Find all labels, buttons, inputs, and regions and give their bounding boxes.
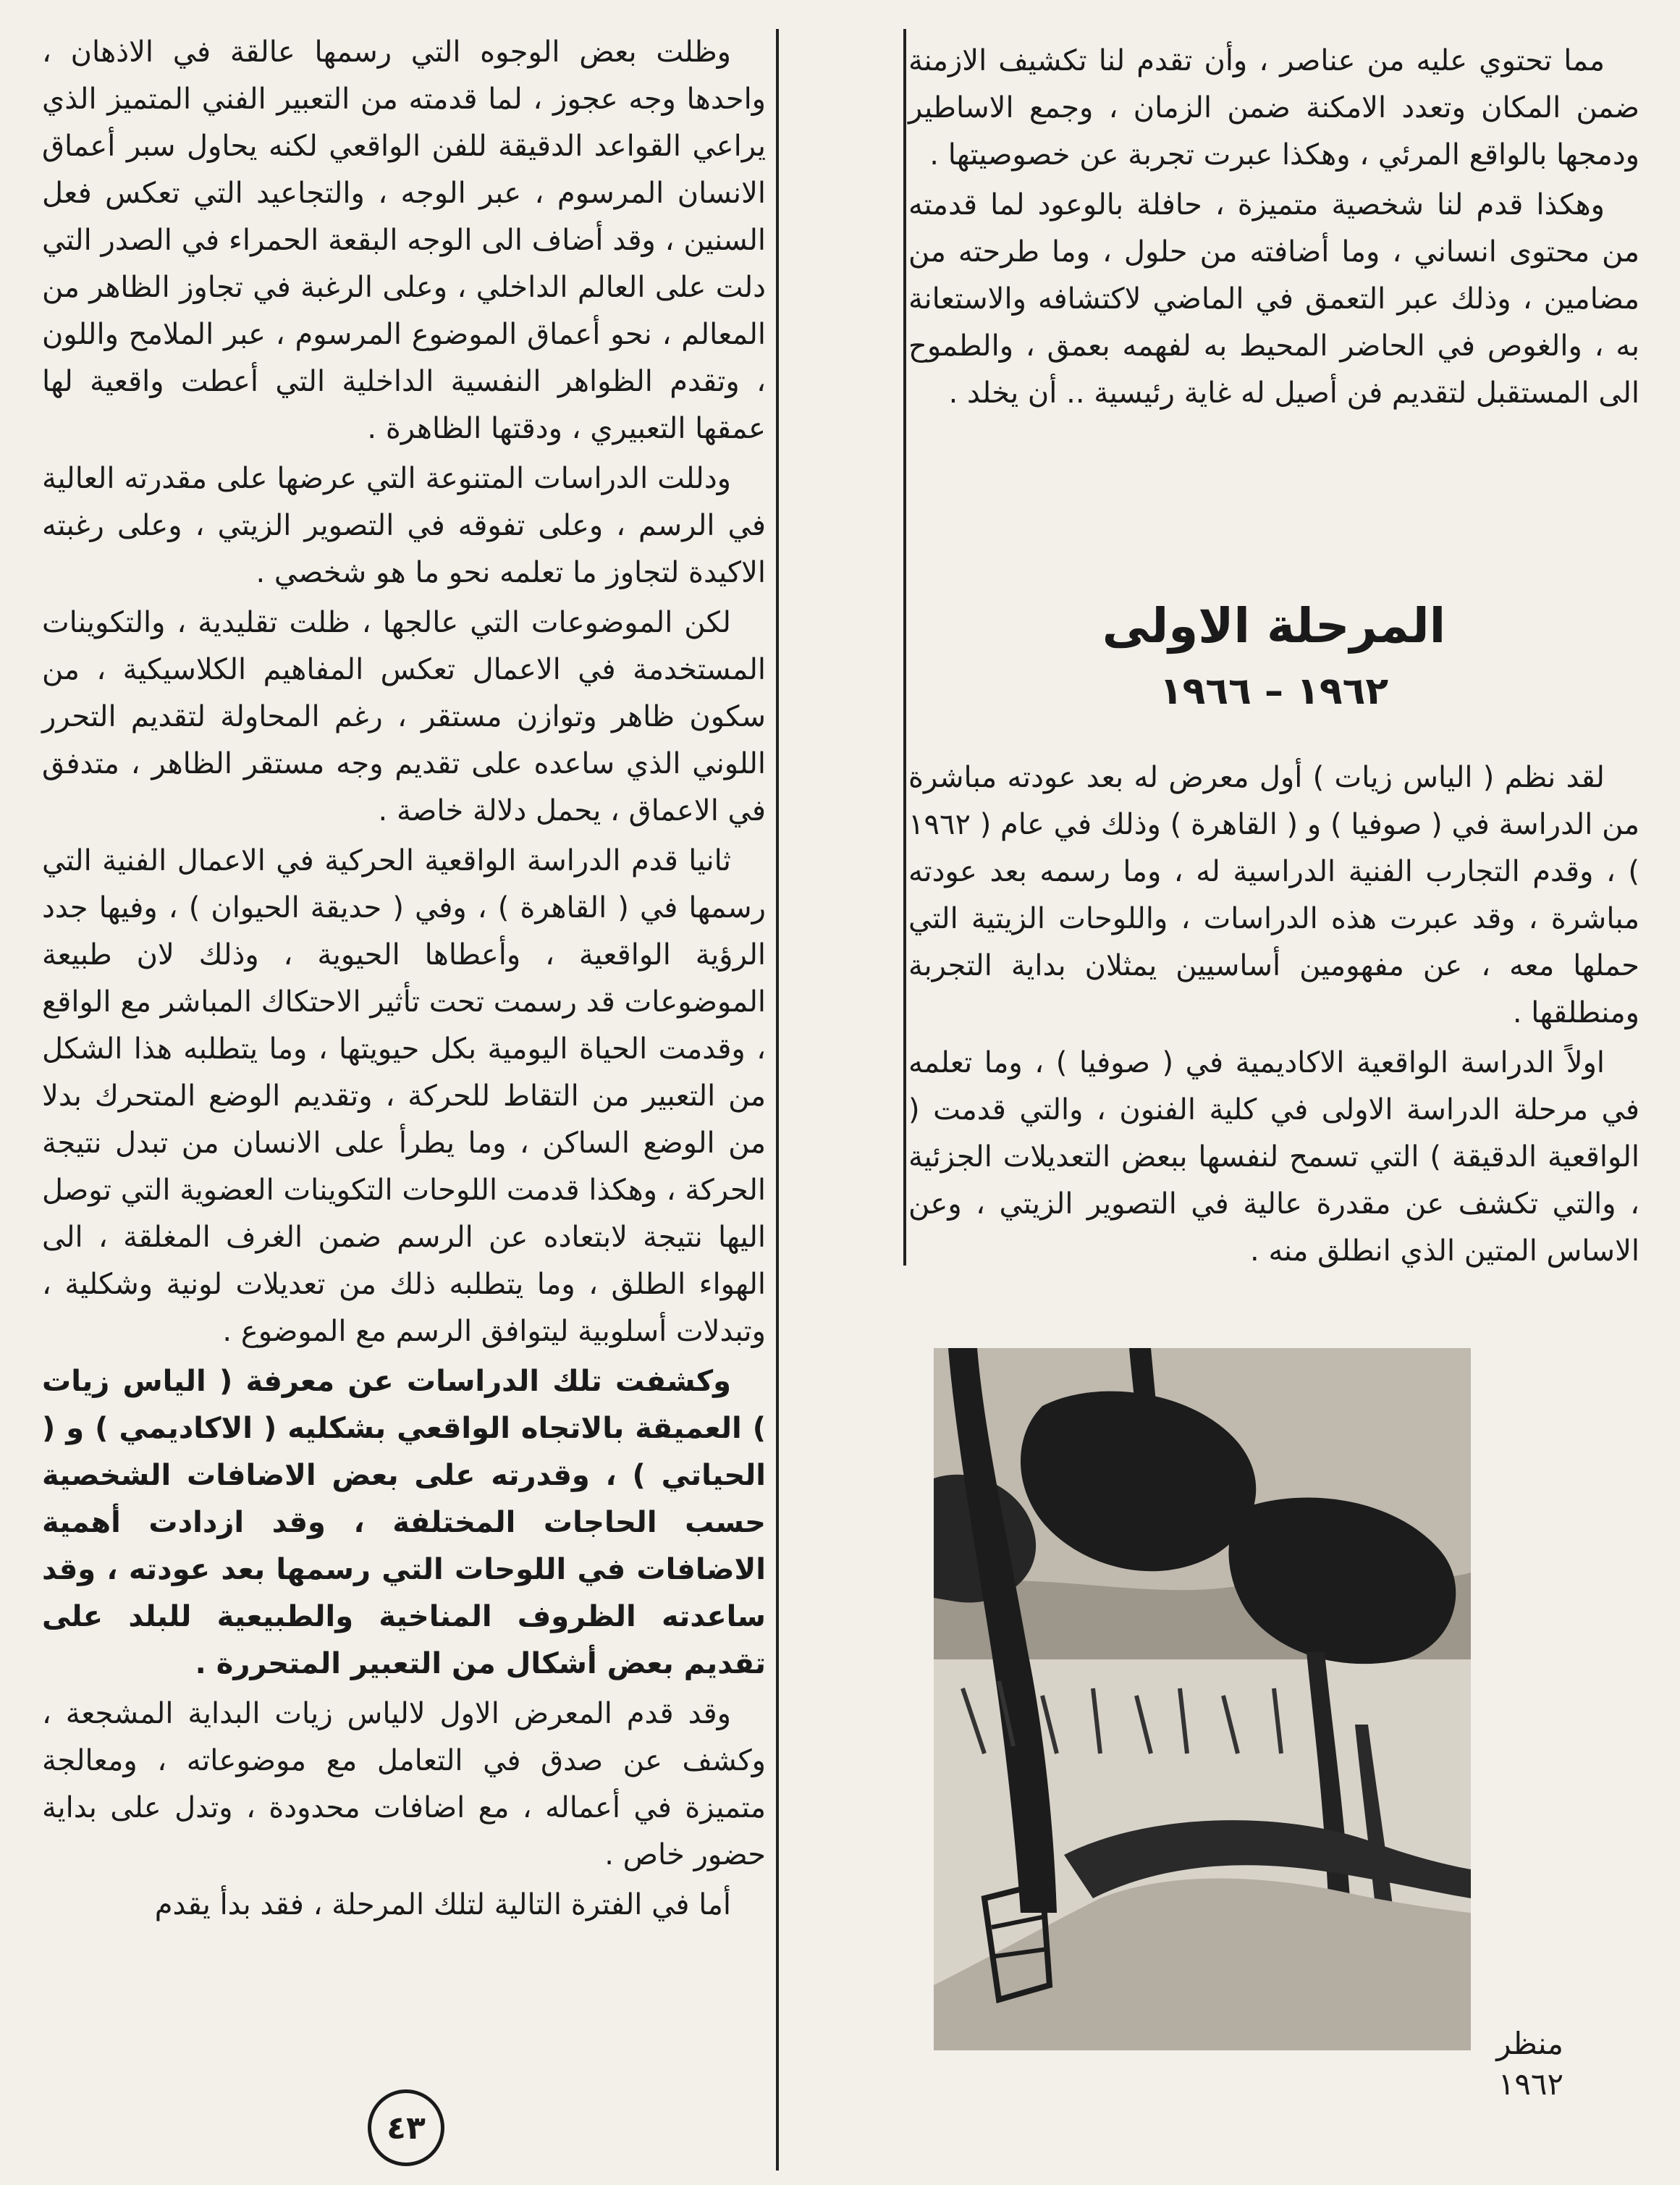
intro-paragraph: مما تحتوي عليه من عناصر ، وأن تقدم لنا تكشيف الازمنة ضمن المكان وتعدد الامكنة ضمن الزمان ، وجمع الاساطير ودمجها بالواقع المرئي ، وهكذا عبرت تجربة عن خصوصيتها . — [908, 44, 1639, 172]
left-column — [42, 29, 766, 1932]
artwork-caption-title: منظر — [1496, 2026, 1563, 2061]
left-paragraph: ثانيا قدم الدراسة الواقعية الحركية في الاعمال الفنية التي رسمها في ( القاهرة ) ، وفي ( حديقة الحيوان ) ، وفيها جدد الرؤية الواقعية ، وأعطاها الحيوية ، وذلك لان طبيعة الموضوعات قد رسمت تحت تأثير الاحتكاك المباشر مع الواقع ، وقدمت الحياة اليومية بكل حيويتها ، وما يتطلبه هذا الشكل من التعبير من التقاط للحركة ، وتقديم الوضع المتحرك بدلا من الوضع الساكن ، وما يطرأ على الانسان من تبدل نتيجة الحركة ، وهكذا قدمت اللوحات التكوينات العضوية التي توصل اليها نتيجة لابتعاده عن الرسم ضمن الغرف المغلقة ، الى الهواء الطلق ، وما يتطلبه ذلك من تعديلات لونية وشكلية ، وتبدلات أسلوبية ليتوافق الرسم مع الموضوع . — [42, 844, 766, 1348]
section-paragraph: اولاً الدراسة الواقعية الاكاديمية في ( صوفيا ) ، وما تعلمه في مرحلة الدراسة الاولى في كلية الفنون ، والتي قدمت ( الواقعية الدقيقة ) التي تسمح لنفسها ببعض التعديلات الجزئية ، والتي تكشف عن مقدرة عالية في التصوير الزيتي ، وعن الاساس المتين الذي انطلق منه . — [908, 1046, 1639, 1268]
section-paragraph: لقد نظم ( الياس زيات ) أول معرض له بعد عودته مباشرة من الدراسة في ( صوفيا ) و ( القاهرة ) وذلك في عام ( ١٩٦٢ ) ، وقدم التجارب الفنية الدراسية له ، وما رسمه بعد عودته مباشرة ، وقد عبرت هذه الدراسات ، واللوحات الزيتية التي حملها معه ، عن مفهومين أساسيين يمثلان بداية التجربة ومنطلقها . — [908, 761, 1639, 1030]
left-paragraph: ودللت الدراسات المتنوعة التي عرضها على مقدرته العالية في الرسم ، وعلى تفوقه في التصوير الزيتي ، وعلى رغبته الاكيدة لتجاوز ما تعلمه نحو ما هو شخصي . — [42, 462, 766, 589]
page-number: ٤٣ — [368, 2089, 444, 2166]
section-years: ١٩٦٢ – ١٩٦٦ — [1159, 670, 1389, 713]
right-column-intro — [908, 38, 1639, 420]
left-paragraph: أما في الفترة التالية لتلك المرحلة ، فقد بدأ يقدم — [154, 1888, 731, 1921]
column-rule-right — [903, 29, 906, 1266]
left-paragraph: وظلت بعض الوجوه التي رسمها عالقة في الاذهان ، واحدها وجه عجوز ، لما قدمته من التعبير الفني المتميز الذي يراعي القواعد الدقيقة للفن الواقعي لكنه يحاول سبر أعماق الانسان المرسوم ، عبر الوجه ، والتجاعيد التي تعكس فعل السنين ، وقد أضاف الى الوجه البقعة الحمراء في الصدر التي دلت على العالم الداخلي ، وعلى الرغبة في تجاوز الظاهر من المعالم ، نحو أعماق الموضوع المرسوم ، عبر الملامح واللون ، وتقدم الظواهر النفسية الداخلية التي أعطت واقعية لها عمقها التعبيري ، ودقتها الظاهرة . — [42, 35, 766, 445]
artwork-caption-year: ١٩٦٢ — [1498, 2066, 1563, 2102]
left-paragraph: وقد قدم المعرض الاول لالياس زيات البداية المشجعة ، وكشف عن صدق في التعامل مع موضوعاته ، ومعالجة متميزة في أعماله ، مع اضافات محدودة ، وتدل على بداية حضور خاص . — [42, 1697, 766, 1872]
intro-paragraph: وهكذا قدم لنا شخصية متميزة ، حافلة بالوعود لما قدمته من محتوى انساني ، وما أضافته من حلول ، وما طرحته من مضامين ، وذلك عبر التعمق في الماضي لاكتشافه والاستعانة به ، والغوص في الحاضر المحيط به لفهمه بعمق ، والطموح الى المستقبل لتقديم فن أصيل له غاية رئيسية .. أن يخلد . — [908, 188, 1639, 410]
right-column-section — [908, 754, 1639, 1278]
left-bold-paragraph: وكشفت تلك الدراسات عن معرفة ( الياس زيات ) العميقة بالاتجاه الواقعي بشكليه ( الاكاديمي ) و ( الحياتي ) ، وقدرته على بعض الاضافات الشخصية حسب الحاجات المختلفة ، وقد ازدادت أهمية الاضافات في اللوحات التي رسمها بعد عودته ، وقد ساعدته الظروف المناخية والطبيعية للبلد على تقديم بعض أشكال من التعبير المتحررة . — [42, 1365, 766, 1680]
left-paragraph: لكن الموضوعات التي عالجها ، ظلت تقليدية ، والتكوينات المستخدمة في الاعمال تعكس المفاهيم الكلاسيكية ، من سكون ظاهر وتوازن مستقر ، رغم المحاولة لتقديم التحرر اللوني الذي ساعده على تقديم وجه مستقر الظاهر ، متدفق في الاعماق ، يحمل دلالة خاصة . — [42, 606, 766, 828]
landscape-painting-svg — [934, 1348, 1471, 2050]
landscape-painting-image — [934, 1348, 1471, 2050]
column-rule-left — [776, 29, 779, 2171]
section-title: المرحلة الاولى — [1102, 598, 1446, 654]
